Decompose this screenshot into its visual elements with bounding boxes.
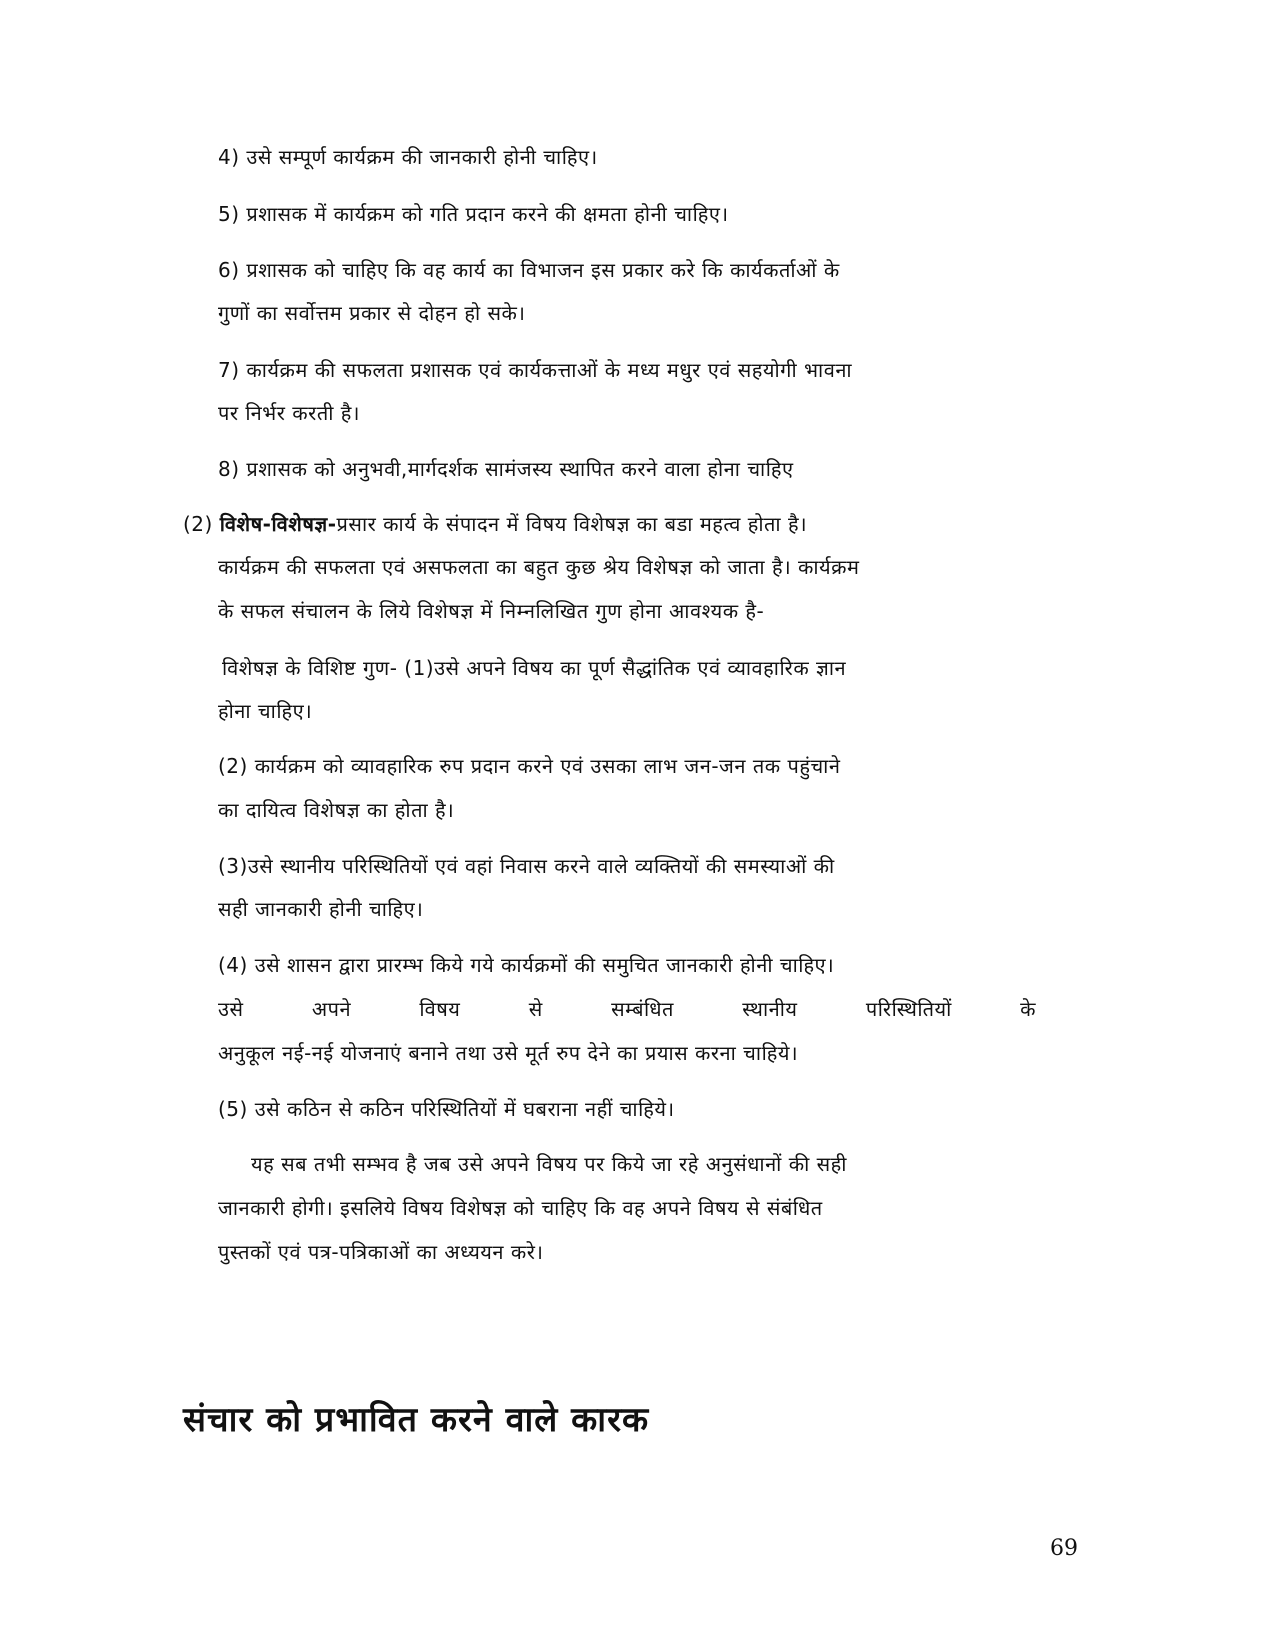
item-5-line: 5) प्रशासक में कार्यक्रम को गति प्रदान करने की क्षमता होनी चाहिए। [218, 202, 729, 226]
item-7-line-1: 7) कार्यक्रम की सफलता प्रशासक एवं कार्यकत्ताओं के मध्य मधुर एवं सहयोगी भावना [218, 358, 853, 382]
item-6-line-2: गुणों का सर्वोत्तम प्रकार से दोहन हो सके। [218, 301, 526, 325]
word: अपने [311, 997, 352, 1021]
item-8-line: 8) प्रशासक को अनुभवी,मार्गदर्शक सामंजस्य स्थापित करने वाला होना चाहिए [218, 457, 794, 481]
word: से [528, 997, 543, 1021]
qualities-intro-line-1: विशेषज्ञ के विशिष्ट गुण- (1)उसे अपने विषय का पूर्ण सैद्धांतिक एवं व्यावहारिक ज्ञान [222, 656, 847, 680]
section-2-lead-term: विशेष-विशेषज्ञ- [219, 512, 337, 536]
section-2-line-1 [183, 510, 807, 537]
closing-line-2: जानकारी होगी। इसलिये विषय विशेषज्ञ को चाहिए कि वह अपने विषय से संबंधित [218, 1196, 823, 1220]
quality-3-line-1: (3)उसे स्थानीय परिस्थितियों एवं वहां निवास करने वाले व्यक्तियों की समस्याओं की [218, 854, 835, 878]
quality-2-line-2: का दायित्व विशेषज्ञ का होता है। [218, 798, 455, 822]
item-7-line-2: पर निर्भर करती है। [218, 401, 360, 425]
qualities-intro-line-2: होना चाहिए। [218, 699, 313, 723]
item-6-line-1: 6) प्रशासक को चाहिए कि वह कार्य का विभाजन इस प्रकार करे कि कार्यकर्ताओं के [218, 258, 840, 282]
word: के [1020, 997, 1036, 1021]
quality-5-line: (5) उसे कठिन से कठिन परिस्थितियों में घबराना नहीं चाहिये। [218, 1097, 675, 1121]
word: स्थानीय [742, 997, 798, 1021]
section-2-line-3: के सफल संचालन के लिये विशेषज्ञ में निम्नलिखित गुण होना आवश्यक है- [218, 599, 765, 623]
closing-line-1: यह सब तभी सम्भव है जब उसे अपने विषय पर किये जा रहे अनुसंधानों की सही [251, 1152, 847, 1176]
section-2-line-2: कार्यक्रम की सफलता एवं असफलता का बहुत कुछ श्रेय विशेषज्ञ को जाता है। कार्यक्रम [218, 555, 860, 579]
quality-2-line-1: (2) कार्यक्रम को व्यावहारिक रुप प्रदान करने एवं उसका लाभ जन-जन तक पहुंचाने [218, 754, 841, 778]
word: सम्बंधित [611, 997, 674, 1021]
quality-3-line-2: सही जानकारी होनी चाहिए। [218, 897, 424, 921]
section-2-line-1-text: प्रसार कार्य के संपादन में विषय विशेषज्ञ का बडा महत्व होता है। [336, 512, 808, 536]
quality-4-line-1: (4) उसे शासन द्वारा प्रारम्भ किये गये कार्यक्रमों की समुचित जानकारी होनी चाहिए। [218, 953, 835, 977]
word: विषय [419, 997, 461, 1021]
word: उसे [218, 997, 244, 1021]
section-2-number: (2) [183, 512, 213, 536]
item-4-line: 4) उसे सम्पूर्ण कार्यक्रम की जानकारी होनी चाहिए। [218, 145, 598, 169]
word: परिस्थितियों [865, 997, 952, 1021]
section-heading: संचार को प्रभावित करने वाले कारक [183, 1400, 650, 1440]
quality-4-line-3: अनुकूल नई-नई योजनाएं बनाने तथा उसे मूर्त रुप देने का प्रयास करना चाहिये। [218, 1041, 799, 1065]
quality-4-line-2 [218, 995, 1036, 1022]
closing-line-3: पुस्तकों एवं पत्र-पत्रिकाओं का अध्ययन करे। [218, 1240, 544, 1264]
page-number: 69 [1050, 1536, 1078, 1561]
